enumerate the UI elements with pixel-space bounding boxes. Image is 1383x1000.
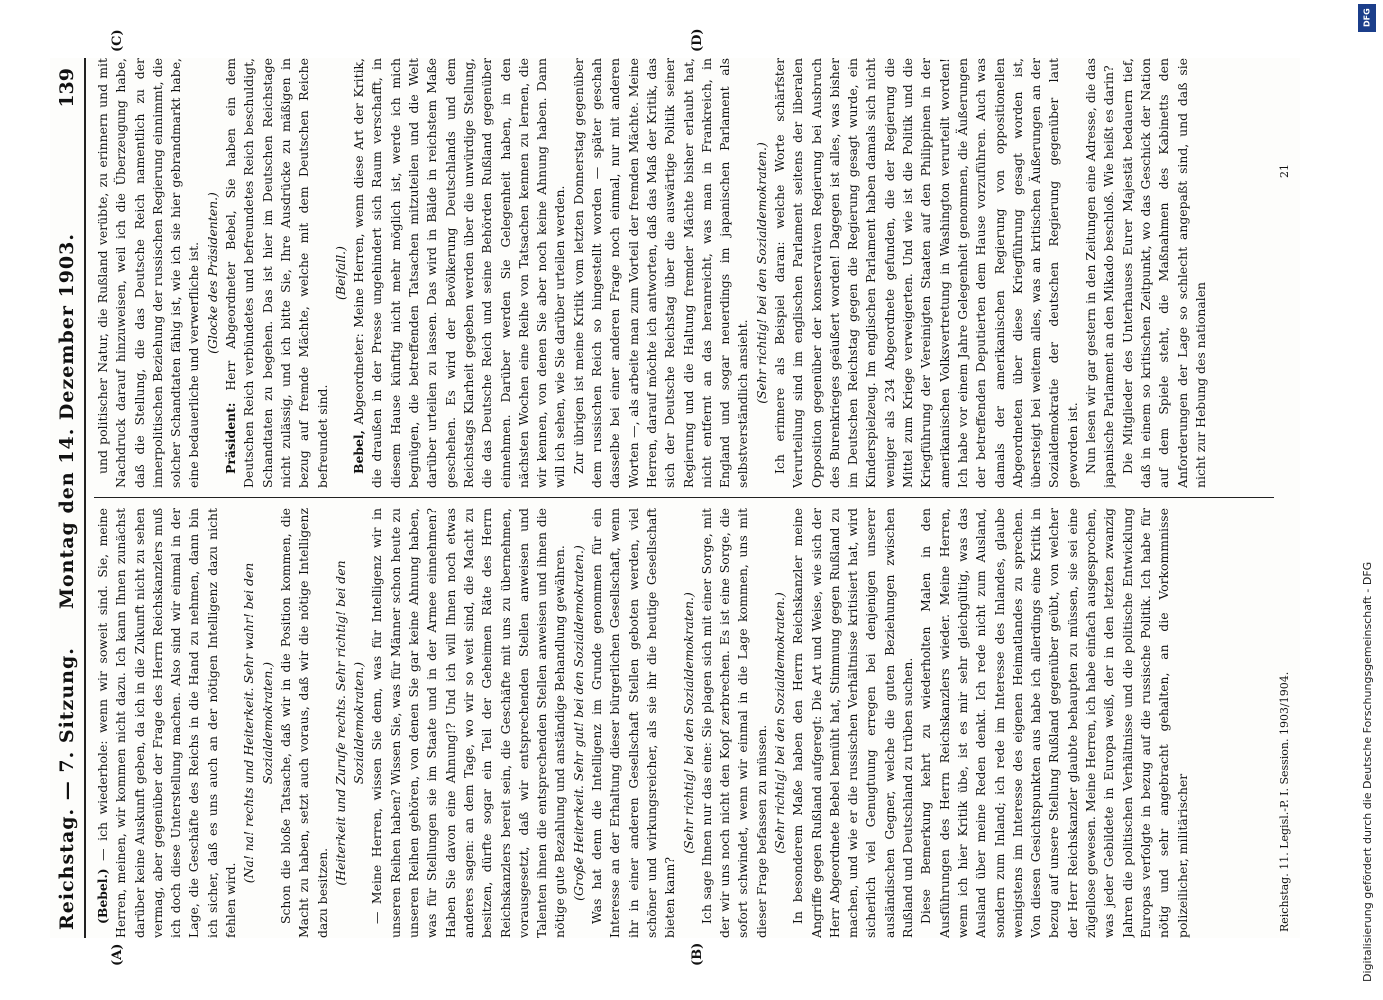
speech-paragraph [222, 58, 332, 488]
interjection: (Na! na! rechts und Heiterkeit. Sehr wahr! bei den Sozialdemokraten.) [241, 562, 275, 884]
speech-paragraph [94, 508, 240, 938]
paragraph [698, 508, 771, 938]
paragraph-text: Schon die bloße Tatsache, daß wir in die Position kommen, die Macht zu haben, setzt auch voraus, daß wir die nötige Intelligenz dazu besitzen. [277, 508, 330, 938]
paragraph-text: Was hat denn die Intelligenz im Grunde genommen für ein Interesse an der Erhaltung dieser bürgerlichen Gesellschaft, wenn ihr in einer anderen Gesellschaft Stellen geboten werden, viel schöner und wirkungsreicher, als sie ihr die heutige Gesellschaft bieten kann? [589, 508, 678, 938]
paragraph-text: Zur übrigen ist meine Kritik vom letzten Donnerstag gegenüber dem russischen Reich so hingestellt worden — später geschah dasselbe bei einer anderen Frage noch einmal, nur mit anderen Worten —, als arbeite man zum Vorteil der fremden Mächte. Meine Herren, darauf möchte ich antworten, daß das Maß der Kritik, das sich der Deutsche Reichstag über die auswärtige Politik seiner Regierung und die Haltung fremder Mächte bisher erlaubt hat, nicht entfernt an das heranreicht, was man in Frankreich, in England und sogar neuerdings im japanischen Parlament als selbstverständlich ansieht. [570, 58, 751, 488]
paragraph [1082, 58, 1119, 488]
paragraph [570, 58, 753, 488]
speaker-name: Präsident: [223, 402, 239, 474]
page-header [50, 58, 86, 938]
header-session: Reichstag. — 7. Sitzung. Montag den 14. Dezember 1903. [56, 233, 78, 930]
interjection: (Große Heiterkeit. Sehr gut! bei den Sozialdemokraten.) [570, 545, 586, 901]
paragraph-text: — Meine Herren, wissen Sie denn, was für Intelligenz wir in unseren Reihen haben? Wissen Sie, was für Männer schon heute zu unseren Reihen gehören, von denen Sie gar keine Ahnung haben, was für Stellungen sie im Staate und in der Armee einnehmen? Haben Sie davon eine Ahnung!? Und ich will Ihnen noch etwas anderes sagen: an dem Tage, wo wir so weit sind, die Macht zu besitzen, dürfte sogar ein Teil der Geheimen Räte des Herrn Reichskanzlers bereit sein, die Geschäfte mit uns zu übernehmen, vorausgesetzt, daß wir entsprechenden Stellen anweisen und Talenten ihnen die entsprechenden Stellen anweisen und ihnen die nötige gute Bezahlung und anständige Behandlung gewähren. [369, 508, 568, 938]
paragraph [94, 58, 204, 488]
margin-marker-c: (C) [110, 29, 125, 52]
paragraph [917, 508, 1191, 938]
paragraph [277, 508, 332, 938]
document-page [50, 28, 1300, 966]
paragraph-text: Ich erinnere als Beispiel daran: welche Worte schärfster Verurteilung sind im englischen Parlament seitens der liberalen Opposition gegenüber der konservativen Regierung bei Ausbruch des Burenkrieges geäußert worden! Dagegen ist alles, was bisher im Deutschen Reichstag gegen die Regierung gesagt wurde, ein Kinderspielzeug. Im englischen Parlament haben damals sich nicht weniger als 234 Abgeordnete gefunden, die der Regierung die Mittel zum Kriege verweigerten. Und wie ist die Politik und die Kriegführung der Vereinigten Staaten auf den Philippinen in der amerikanischen Volksvertretung in Washington verurteilt worden! Ich habe vor einem Jahre Gelegenheit genommen, die Äußerungen der betreffenden Deputierten dem Hause vorzuführen. Auch was damals der amerikanischen Regierung von oppositionellen Abgeordneten über diese Kriegführung gesagt worden ist, übersteigt bei weitem alles, was an kritischen Äußerungen an der Sozialdemokratie der deutschen Regierung gegenüber laut geworden ist. [771, 58, 1080, 488]
footer-session: Reichstag. 11. Legisl.-P. I. Session. 1903/1904. [1278, 671, 1291, 932]
footer-signature: 21 [1278, 164, 1291, 178]
interjection: (Glocke des Präsidenten.) [204, 192, 220, 354]
margin-marker-a: (A) [110, 943, 125, 966]
page-number: 139 [56, 68, 78, 108]
column-divider [94, 497, 1274, 498]
page-footer [1276, 58, 1296, 938]
digitization-credit: Digitalisierung gefördert durch die Deutsche Forschungsgemeinschaft - DFG [1361, 561, 1374, 982]
interjection: (Sehr richtig! bei den Sozialdemokraten.) [753, 142, 769, 404]
paragraph-text: Ich sage Ihnen nur das eine: Sie plagen sich mit einer Sorge, mit der wir uns noch nicht den Kopf zerbrechen. Es ist eine Sorge, die sofort schwindet, wenn wir einmal in die Lage kommen, uns mit dieser Frage befassen zu müssen. [698, 508, 769, 938]
paragraph-text: — ich wiederhole: wenn wir soweit sind. Sie, meine Herren, meinen, wir kommen nicht dazu. Ich kann Ihnen zunächst darüber keine Auskunft geben, da ich in die Zukunft nicht zu sehen vermag, aber gegenüber der Frage des Herrn Reichskanzlers muß ich doch diese Unterstellung machen. Also sind wir einmal in der Lage, die Geschäfte des Reichs in die Hand zu nehmen, dann bin ich sicher, daß es uns auch an der nötigen Intelligenz dazu nicht fehlen wird. [95, 508, 239, 938]
left-column [94, 508, 1274, 938]
dfg-logo: DFG [1358, 4, 1376, 32]
interjection: (Beifall.) [332, 246, 348, 300]
paragraph-text: In besonderem Maße haben den Herrn Reichskanzler meine Angriffe gegen Rußland aufgeregt: Die Art und Weise, wie sich der Herr Abgeordnete Bebel bemüht hat, Stimmung gegen Rußland zu machen, und wie er die russischen Verhältnisse kritisiert hat, wird sicherlich viel Genugtuung erregen bei denjenigen unserer ausländischen Gegner, welche die guten Beziehungen zwischen Rußland und Deutschland zu trüben suchen. [790, 508, 916, 938]
speaker-name: Bebel, [351, 430, 367, 474]
interjection: (Sehr richtig! bei den Sozialdemokraten.) [771, 592, 787, 854]
speech-paragraph [350, 58, 570, 488]
paragraph-text: Herr Abgeordneter Bebel, Sie haben ein dem Deutschen Reich verbündetes und befreundetes Reich beschuldigt, Schandtaten zu begehen. Das ist hier im Deutschen Reichstage nicht zulässig, und ich bitte Sie, Ihre Ausdrücke zu mäßigen in bezug auf fremde Mächte, welche mit dem Deutschen Reiche befreundet sind. [223, 58, 330, 488]
paragraph-text: und politischer Natur, die Rußland verübte, zu erinnern und mit Nachdruck darauf hinzuweisen, weil ich die Überzeugung habe, daß die Stellung, die das Deutsche Reich namentlich zu der innerpolitischen Beziehung der russischen Regierung einnimmt, die solcher Schandtaten fähig ist, wie ich sie hier gebrandmarkt habe, eine bedauerliche und verwerfliche ist. [95, 58, 202, 488]
paragraph [771, 58, 1082, 488]
paragraph-text: Diese Bemerkung kehrt zu wiederholten Malen in den Ausführungen des Herrn Reichskanzlers wieder. Meine Herren, wenn ich hier Kritik übe, ist es mir sehr gleichgültig, was das Ausland über meine Reden denkt. Ich rede nicht zum Ausland, sondern zum Inland; ich rede im Interesse des Inlandes, glaube wenigstens im Interesse des eigenen Heimatlandes zu sprechen. Von diesen Gesichtspunkten aus habe ich allerdings eine Kritik in bezug auf unsere Stellung Rußland gegenüber geübt, von welcher der Herr Reichskanzler glaubte behaupten zu müssen, sie sei eine zügellose gewesen. Meine Herren, ich habe einfach ausgesprochen, was jeder Gebildete in Europa weiß, der in den letzten zwanzig Jahren die politischen Verhältnisse und die politische Entwicklung Europas verfolgte in bezug auf die russische Politik. Ich habe für nötig und sehr angebracht gehalten, an die Vorkommnisse polizeilicher, militärischer [918, 508, 1190, 938]
paragraph [789, 508, 917, 938]
right-column [94, 58, 1274, 488]
margin-marker-b: (B) [690, 942, 705, 966]
paragraph-text: Nun lesen wir gar gestern in den Zeitungen eine Adresse, die das japanische Parlament an den Mikado beschloß. Wie heißt es darin? [1083, 58, 1117, 488]
paragraph-text: Abgeordneter: Meine Herren, wenn diese Art der Kritik, die draußen in der Presse ungehindert sich Raum verschafft, in diesem Hause künftig nicht mehr möglich ist, werde ich mich begnügen, die betreffenden Tatsachen mitzuteilen und die Welt darüber urteilen zu lassen. Das wird in Bälde in reichstem Maße geschehen. Es wird der Bevölkerung Deutschlands und dem Reichstags Klarheit gegeben werden über die unwürdige Stellung, die das Deutsche Reich und seine Behörden Rußland gegenüber einnehmen. Darüber werden Sie Gelegenheit haben, in den nächsten Wochen eine Reihe von Tatsachen kennen zu lernen, die wir kennen, von denen Sie aber noch keine Ahnung haben. Dann will ich sehen, wie Sie darüber urteilen werden. [351, 58, 568, 488]
paragraph [368, 508, 569, 938]
paragraph [1119, 58, 1210, 488]
interjection: (Heiterkeit und Zurufe rechts. Sehr richtig! bei den Sozialdemokraten.) [332, 560, 367, 886]
speaker-name: (Bebel.) [95, 868, 110, 924]
header-date: Montag den 14. Dezember 1903. [56, 233, 78, 610]
paragraph-text: Die Mitglieder des Unterhauses Eurer Majestät bedauern tief, daß in einem so kritischen Zeitpunkt, wo das Geschick der Nation auf dem Spiele steht, die Maßnahmen des Kabinetts den Anforderungen der Lage so schlecht angepaßt sind, und daß sie nicht zur Hebung des nationalen [1119, 58, 1208, 488]
paragraph [588, 508, 679, 938]
margin-marker-d: (D) [690, 28, 705, 52]
interjection: (Sehr richtig! bei den Sozialdemokraten.) [680, 592, 696, 854]
